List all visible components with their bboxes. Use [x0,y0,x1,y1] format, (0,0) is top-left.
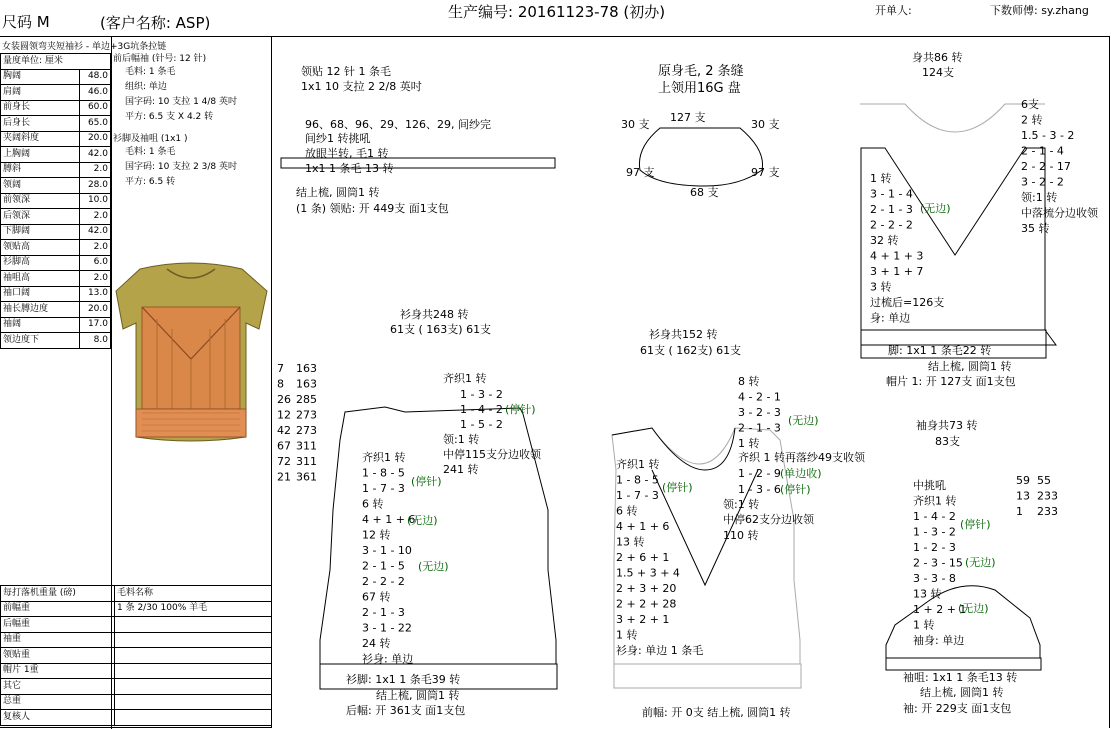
measurement-value: 2.0 [80,240,111,256]
neck-trim [621,63,780,199]
back-step: 衫身: 单边 [362,652,414,666]
measurement-value: 2.0 [80,209,111,225]
hood-step: 4 + 1 + 3 [870,249,924,263]
client-name: (客户名称: ASP) [100,14,211,32]
sleeve-stop: (停针) [960,518,991,531]
weight-label: 复核人 [1,710,115,726]
back-count: 273 [296,424,317,437]
measurement-value: 6.0 [80,255,111,271]
back-step: 12 转 [362,528,391,542]
back-count: 8 [277,377,284,391]
front-step: 1 转 [616,628,638,642]
back-top: 1 - 4 - 2 [460,403,503,416]
hood-step: 2 - 1 - 4 [1021,144,1064,158]
back-step: 6 转 [362,497,384,511]
sleeve-step: 1 - 4 - 2 [913,510,956,523]
measurement-value: 8.0 [80,333,111,349]
measurement-name: 后领深 [1,209,80,225]
hood-nochange: (无边) [920,202,951,215]
measurement-name: 袖口阔 [1,286,80,302]
front-neck: 领:1 转 [723,498,760,511]
measurement-value: 20.0 [80,302,111,318]
unit-label: 量度单位: 厘米 [1,54,111,70]
sleeve-nochange: (无边) [965,556,996,569]
collar-line: 间纱1 转挑吼 [305,132,371,145]
hood-step: 32 转 [870,234,899,247]
sleeve-step: 中挑吼 [913,479,946,492]
sleeve-step: 3 - 3 - 8 [913,572,956,585]
hood-step: 2 - 2 - 17 [1021,160,1071,173]
sleeve-sub: 83支 [935,435,960,448]
front-step: 2 - 1 - 3 [738,421,781,435]
spec-title-rib: 衫脚及袖咀 (1x1 ) [113,134,188,144]
back-count: 7 [277,362,284,375]
measurement-name: 领边度下 [1,333,80,349]
collar-open: (1 条) 领贴: 开 449支 面1支包 [296,202,449,215]
sleeve-panel [886,418,1058,715]
measurement-name: 上胸阔 [1,147,80,163]
hood-step: 中落梳分边收领 [1021,206,1098,220]
back-step: 1 - 7 - 3 [362,482,405,495]
collar-join: 结上梳, 圆筒1 转 [296,186,380,199]
spec-line: 组织: 单边 [125,82,167,92]
size-label: 尺码 M [2,13,50,31]
hood-step: 2 - 1 - 3 [870,203,913,216]
back-step: 67 转 [362,590,391,604]
collar-title: 领贴 12 针 1 条毛 [301,65,391,78]
hood-step: 3 + 1 + 7 [870,265,924,278]
sleeve-open: 袖: 开 229支 面1支包 [903,702,1012,715]
front-neck: 中停62支分边收领 [723,513,814,526]
measurement-value: 28.0 [80,178,111,194]
neck-bottom: 68 支 [690,186,719,199]
front-step: 3 + 2 + 1 [616,613,670,626]
sleeve-step: 13 转 [913,587,942,601]
front-mid: 1 - 3 - 6 [738,483,781,496]
front-step: 6 转 [616,504,638,518]
sleeve-count: 233 [1037,489,1058,503]
sleeve-count: 55 [1037,474,1051,487]
front-step: 2 + 2 + 28 [616,597,677,611]
measurement-name: 衫脚高 [1,255,80,271]
back-nochange: (无边) [418,560,449,573]
spec-title-body: 前后幅袖 (针号: 12 针) [113,54,207,64]
back-count: 163 [296,362,317,375]
front-step: 齐织1 转 [616,458,660,471]
back-count: 273 [296,408,317,422]
back-neck: 中停115支分边收领 [443,448,541,461]
measurement-name: 下脚阔 [1,224,80,240]
front-step: 1.5 + 3 + 4 [616,566,680,580]
back-count: 21 [277,470,291,484]
measurement-value: 13.0 [80,286,111,302]
measurement-name: 前身长 [1,100,80,116]
hood-step: 领:1 转 [1021,191,1058,204]
back-step: 4 + 1 + 6 [362,513,416,526]
measurement-name: 领阔 [1,178,80,194]
back-open: 后幅: 开 361支 面1支包 [346,704,466,717]
sleeve-step: 袖身: 单边 [913,634,965,647]
collar-rib: 1x1 1 条毛 13 转 [305,162,394,175]
weight-label: 其它 [1,679,115,695]
sleeve-join: 结上梳, 圆筒1 转 [920,686,1004,699]
hood-step: 2 转 [1021,113,1043,127]
production-number: 生产编号: 20161123-78 (初办) [448,3,666,21]
sleeve-step: 1 转 [913,618,935,632]
back-count: 163 [296,377,317,391]
back-count: 12 [277,408,291,422]
front-step: 13 转 [616,535,645,549]
measurement-name: 领贴高 [1,240,80,256]
collar-seq: 96、68、96、29、126、29, 间纱完 [305,118,491,131]
measurement-value: 46.0 [80,85,111,101]
front-step: 8 转 [738,375,760,388]
weight-label: 前幅重 [1,601,115,617]
back-step: 2 - 1 - 5 [362,559,405,573]
hood-sub: 124支 [922,66,954,79]
neck-lower-right: 97 支 [751,166,780,179]
back-count: 67 [277,439,291,453]
measurement-name: 袖长膊边度 [1,302,80,318]
measurement-name: 前领深 [1,193,80,209]
weight-header: 毛料名称 [115,586,272,602]
sleeve-step: 1 - 2 - 3 [913,541,956,554]
spec-line: 毛料: 1 条毛 [125,67,176,77]
neck-sub: 上领用16G 盘 [658,81,741,96]
measurement-value: 2.0 [80,162,111,178]
back-neck: 领:1 转 [443,433,480,446]
weight-header: 每打落机重量 (磅) [1,586,115,602]
back-step: 24 转 [362,637,391,650]
front-step: 3 - 2 - 3 [738,406,781,419]
front-nochange: (无边) [788,414,819,427]
back-step: 2 - 1 - 3 [362,606,405,619]
hood-panel [860,50,1099,388]
measurement-value: 60.0 [80,100,111,116]
front-mid-note: (单边收) [780,467,822,480]
weight-label: 领贴重 [1,648,115,664]
measurement-value: 42.0 [80,224,111,240]
sleeve-count: 233 [1037,505,1058,518]
hood-step: 过梳后=126支 [870,296,945,309]
yarn-cell: 1 条 2/30 100% 羊毛 [115,601,272,617]
hood-step: 3 - 1 - 4 [870,187,913,201]
knit-master: 下数师傅: sy.zhang [990,4,1089,17]
front-stop: (停针) [662,481,693,494]
style-title: 女装圆领弯夹短袖衫 - 单边+3G坑条拉链 [2,42,167,52]
neck-title: 原身毛, 2 条缝 [658,64,744,79]
front-mid: 齐织 1 转再落纱49支收领 [738,451,865,464]
back-nochange: (无边) [407,514,438,527]
back-count: 285 [296,393,317,406]
front-step: 4 - 2 - 1 [738,390,781,404]
measurement-value: 48.0 [80,69,111,85]
hood-step: 身: 单边 [870,311,911,325]
sleeve-title: 袖身共73 转 [916,419,978,432]
hood-open: 帽片 1: 开 127支 面1支包 [886,375,1016,388]
back-count: 26 [277,393,291,406]
spec-line: 国字码: 10 支拉 2 3/8 英吋 [125,162,237,172]
front-open: 前幅: 开 0支 结上梳, 圆筒1 转 [642,706,791,719]
hood-step: 2 - 2 - 2 [870,218,913,232]
back-step: 3 - 1 - 22 [362,621,412,635]
sleeve-step: 1 - 3 - 2 [913,525,956,539]
sleeve-nochange: (无边) [958,602,989,615]
sleeve-step: 2 - 3 - 15 [913,556,963,570]
back-panel [277,307,557,717]
measurement-value: 20.0 [80,131,111,147]
front-step: 1 - 8 - 5 [616,473,659,487]
back-count: 72 [277,455,291,468]
back-step: 齐织1 转 [362,451,406,464]
measurement-value: 42.0 [80,147,111,163]
neck-left: 30 支 [621,118,650,131]
front-mid: 1 - 2 - 9 [738,467,781,480]
back-step: 3 - 1 - 10 [362,544,412,557]
hood-step: 3 - 2 - 2 [1021,175,1064,189]
back-stop2: (停针) [411,475,442,488]
front-step: 4 + 1 + 6 [616,520,670,533]
back-count: 311 [296,455,317,468]
spec-line: 平方: 6.5 支 X 4.2 转 [125,112,214,122]
back-count: 42 [277,424,291,437]
hood-step: 3 转 [870,280,892,294]
back-count: 311 [296,439,317,453]
measurement-name: 夹阔斜度 [1,131,80,147]
front-step: 1 转 [738,437,760,450]
collar-sub: 1x1 10 支拉 2 2/8 英吋 [301,80,422,93]
back-stop: (停针) [505,403,536,416]
measurement-name: 袖阔 [1,317,80,333]
hood-step: 6支 [1021,98,1039,111]
weight-label: 袖重 [1,632,115,648]
back-neck: 241 转 [443,463,479,476]
neck-top: 127 支 [670,111,706,124]
back-sub: 61支 ( 163支) 61支 [390,323,492,336]
weight-label: 后幅重 [1,617,115,633]
front-step: 2 + 6 + 1 [616,551,670,564]
back-step: 1 - 8 - 5 [362,466,405,480]
neck-lower-left: 97 支 [626,166,655,179]
sleeve-rib: 袖咀: 1x1 1 条毛13 转 [903,671,1018,684]
neck-right: 30 支 [751,118,780,131]
spec-line: 平方: 6.5 转 [125,177,176,187]
measurement-name: 胸阔 [1,69,80,85]
hood-rib: 脚: 1x1 1 条毛22 转 [888,344,992,357]
front-step: 2 + 3 + 20 [616,582,677,595]
measurement-value: 65.0 [80,116,111,132]
hood-step: 1 转 [870,172,892,185]
sleeve-count: 1 [1016,505,1023,518]
weight-label: 总重 [1,694,115,710]
sleeve-count: 13 [1016,489,1030,503]
back-top: 1 - 3 - 2 [460,388,503,401]
sleeve-step: 齐织1 转 [913,494,957,508]
measurement-value: 17.0 [80,317,111,333]
front-sub: 61支 ( 162支) 61支 [640,344,742,357]
sleeve-step: 1 + 2 + 1 [913,603,967,616]
spec-line: 毛料: 1 条毛 [125,147,176,157]
collar-band [281,64,555,215]
back-top: 齐织1 转 [443,372,487,385]
back-count: 361 [296,470,317,484]
back-top: 1 - 5 - 2 [460,418,503,431]
front-mid-note: (停针) [780,483,811,496]
measurement-name: 袖咀高 [1,271,80,287]
front-title: 衫身共152 转 [649,328,718,341]
hood-join: 结上梳, 圆筒1 转 [928,360,1012,373]
hood-step: 1.5 - 3 - 2 [1021,129,1075,142]
hood-title: 身共86 转 [912,51,963,64]
hood-step: 35 转 [1021,222,1050,235]
back-join: 结上梳, 圆筒1 转 [376,689,460,702]
weight-label: 帽片 1重 [1,663,115,679]
front-panel [612,327,866,719]
measurement-value: 2.0 [80,271,111,287]
back-title: 衫身共248 转 [400,308,469,321]
front-step: 衫身: 单边 1 条毛 [616,644,704,657]
back-step: 2 - 2 - 2 [362,575,405,588]
front-neck: 110 转 [723,529,759,542]
collar-line: 放眼半转, 毛1 转 [305,147,389,160]
measurement-value: 10.0 [80,193,111,209]
measurement-name: 膊斜 [1,162,80,178]
spec-line: 国字码: 10 支拉 1 4/8 英吋 [125,97,237,107]
opener-label: 开单人: [875,4,912,17]
sleeve-count: 59 [1016,474,1030,487]
measurement-name: 肩阔 [1,85,80,101]
back-rib: 衫脚: 1x1 1 条毛39 转 [346,673,461,686]
front-step: 1 - 7 - 3 [616,489,659,502]
measurement-name: 后身长 [1,116,80,132]
